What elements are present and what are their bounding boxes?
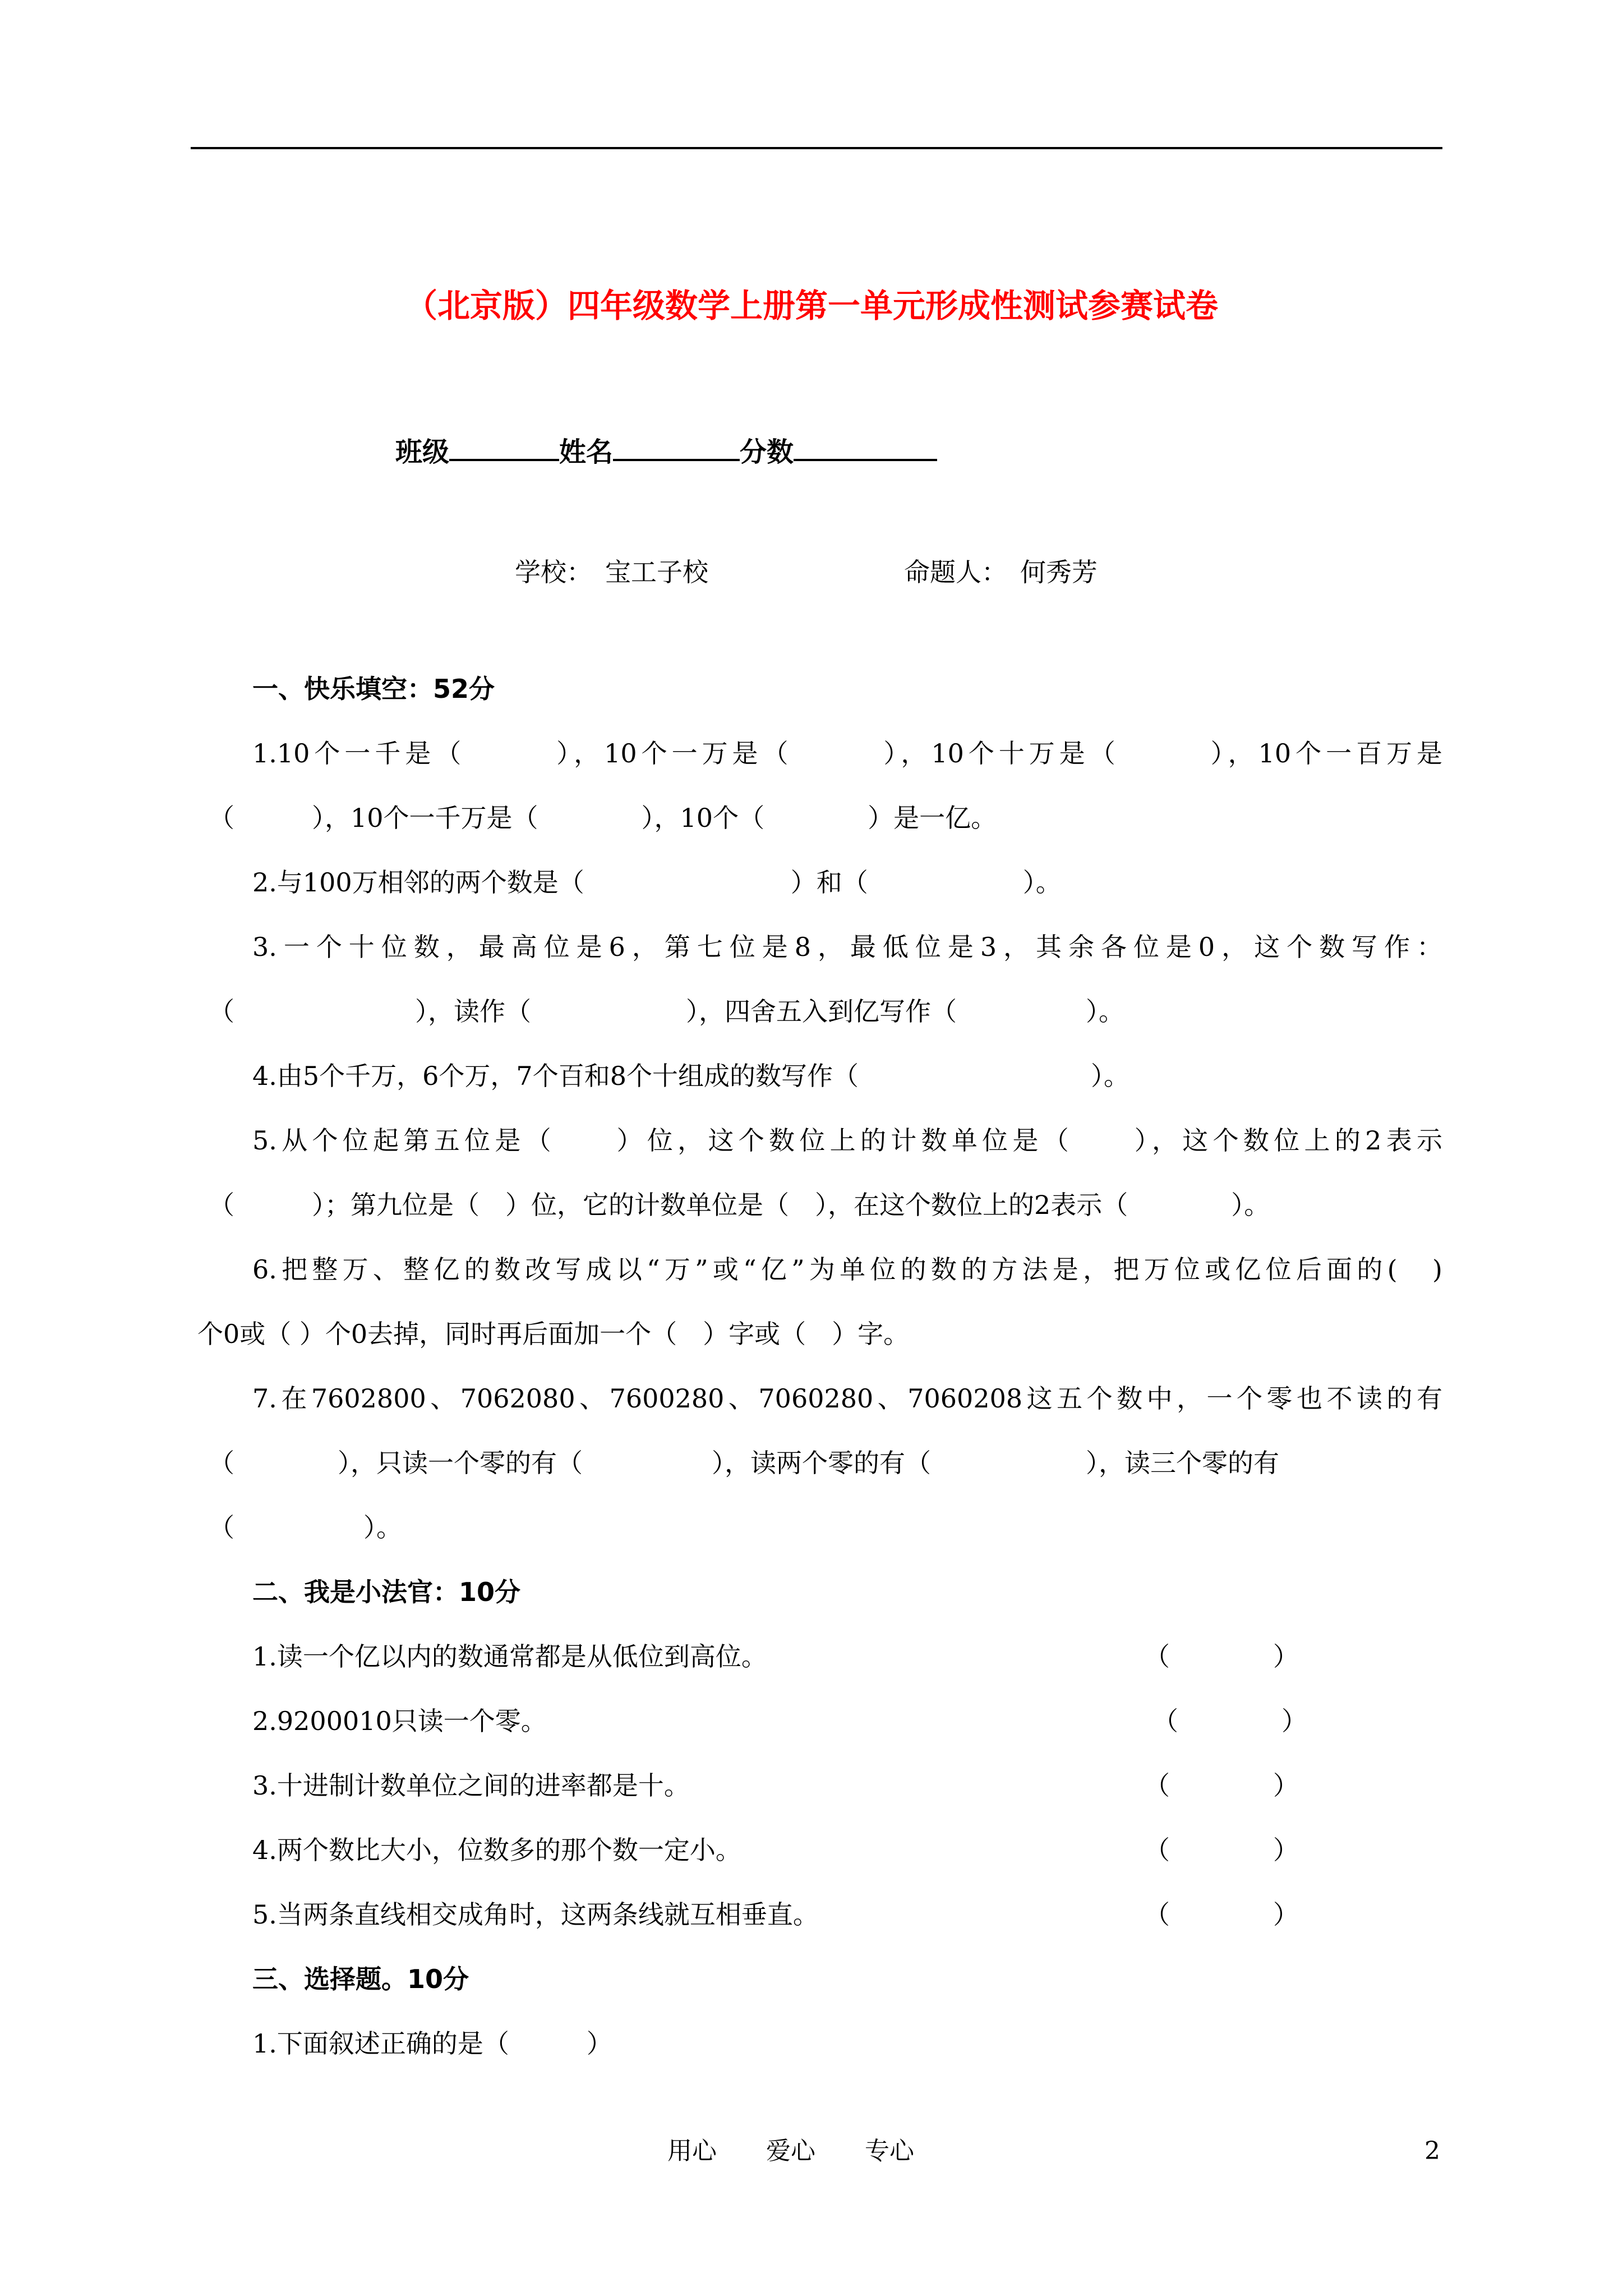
fill-line-7: 5.从个位起第五位是（ ）位，这个数位上的计数单位是（ ），这个数位上的2表示: [252, 1125, 1442, 1156]
fill-line-6: 4.由5个千万，6个万，7个百和8个十组成的数写作（ ）。: [252, 1061, 1129, 1091]
fill-line-9: 6.把整万、整亿的数改写成以“万”或“亿”为单位的数的方法是，把万位或亿位后面的( ): [252, 1254, 1442, 1285]
judge-item-2: 2.9200010只读一个零。: [252, 1706, 547, 1736]
fill-line-13: （ ）。: [209, 1512, 402, 1543]
choice-item-1: 1.下面叙述正确的是（ ）: [252, 2028, 612, 2059]
page-title: （北京版）四年级数学上册第一单元形成性测试参赛试卷: [404, 287, 1218, 325]
judge-answer-1[interactable]: （ ）: [1144, 1641, 1299, 1672]
fill-line-4: 3.一个十位数，最高位是6，第七位是8，最低位是3，其余各位是0，这个数写作：: [252, 932, 1442, 962]
fill-line-12: （ ），只读一个零的有（ ），读两个零的有（ ），读三个零的有: [209, 1448, 1279, 1478]
judge-item-3: 3.十进制计数单位之间的进率都是十。: [252, 1770, 690, 1801]
name-label: 姓名: [559, 436, 614, 468]
student-info-line: [395, 426, 937, 475]
fill-line-5: （ ），读作（ ），四舍五入到亿写作（ ）。: [209, 996, 1124, 1027]
page-number: 2: [1424, 2137, 1440, 2165]
fill-line-1: 1.10个一千是（ ），10个一万是（ ），10个十万是（ ），10个一百万是: [252, 738, 1442, 769]
fill-line-10: 个0或（ ）个0去掉，同时再后面加一个（ ）字或（ ）字。: [197, 1319, 910, 1349]
author-info: 命题人： 何秀芳: [904, 557, 1098, 587]
header-rule: [191, 147, 1442, 149]
score-blank[interactable]: [794, 426, 937, 461]
class-label: 班级: [395, 436, 450, 468]
footer-motto: 用心 爱心 专心: [667, 2137, 914, 2165]
judge-item-1: 1.读一个亿以内的数通常都是从低位到高位。: [252, 1641, 767, 1672]
section-2-heading: 二、我是小法官：10分: [252, 1577, 521, 1607]
judge-item-4: 4.两个数比大小，位数多的那个数一定小。: [252, 1835, 741, 1865]
name-blank[interactable]: [613, 426, 740, 461]
judge-answer-3[interactable]: （ ）: [1144, 1770, 1299, 1801]
school-info: 学校： 宝工子校: [515, 557, 708, 587]
judge-answer-5[interactable]: （ ）: [1144, 1899, 1299, 1930]
fill-line-11: 7.在7602800、7062080、7600280、7060280、7060208这五个数中，一个零也不读的有: [252, 1383, 1442, 1414]
section-1-heading: 一、快乐填空：52分: [252, 674, 495, 704]
fill-line-3: 2.与100万相邻的两个数是（ ）和（ ）。: [252, 867, 1062, 898]
judge-answer-4[interactable]: （ ）: [1144, 1835, 1299, 1865]
section-3-heading: 三、选择题。10分: [252, 1964, 469, 1994]
judge-item-5: 5.当两条直线相交成角时，这两条线就互相垂直。: [252, 1899, 819, 1930]
fill-line-8: （ ）；第九位是（ ）位，它的计数单位是（ ），在这个数位上的2表示（ ）。: [209, 1190, 1270, 1220]
score-label: 分数: [740, 436, 794, 468]
class-blank[interactable]: [449, 426, 559, 461]
fill-line-2: （ ），10个一千万是（ ），10个（ ）是一亿。: [209, 803, 997, 833]
judge-answer-2[interactable]: （ ）: [1152, 1706, 1307, 1736]
